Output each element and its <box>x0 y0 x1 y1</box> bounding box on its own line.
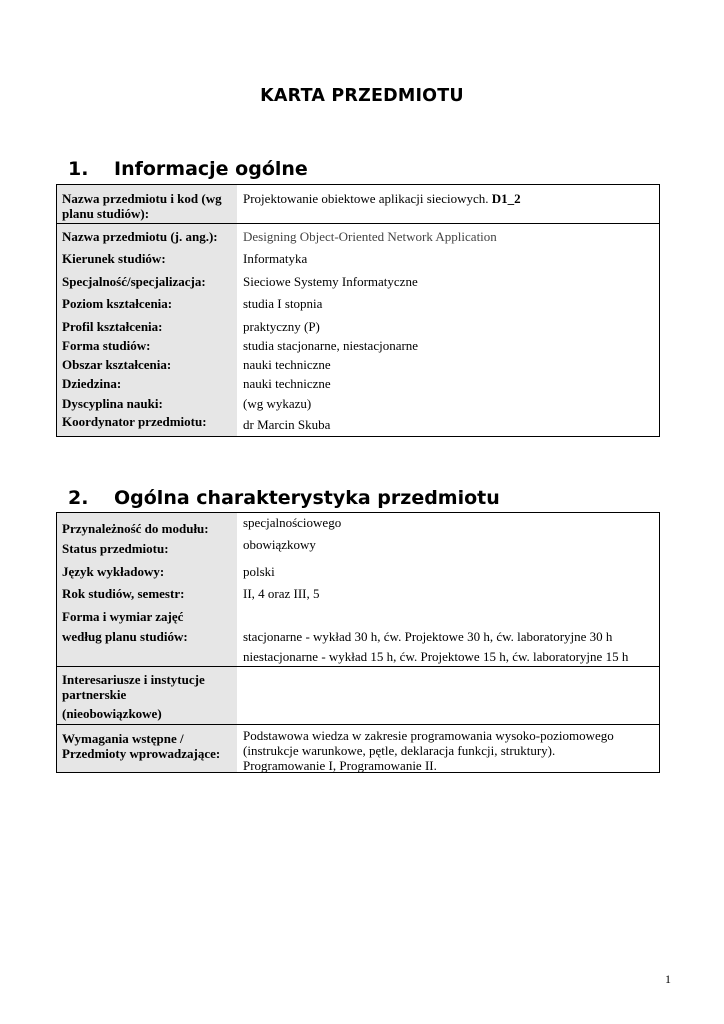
row-value: Sieciowe Systemy Informatyczne <box>243 274 418 289</box>
label-line: partnerskie <box>62 687 127 702</box>
row-value: obowiązkowy <box>243 537 316 552</box>
row-value: II, 4 oraz III, 5 <box>243 586 320 601</box>
row-label: Rok studiów, semestr: <box>62 586 185 601</box>
row-label <box>62 731 234 761</box>
general-info-table <box>56 184 660 437</box>
row-label: Poziom kształcenia: <box>62 296 173 311</box>
section-2-heading <box>68 487 500 509</box>
row-label <box>62 672 234 721</box>
row-label: Obszar kształcenia: <box>62 357 172 372</box>
row-value: studia I stopnia <box>243 296 323 311</box>
row-value: nauki techniczne <box>243 376 331 391</box>
row-label: Przynależność do modułu: <box>62 521 209 536</box>
row-label: Forma studiów: <box>62 338 151 353</box>
value-line: Podstawowa wiedza w zakresie programowania wysoko-poziomowego <box>243 728 614 743</box>
value-line: Programowanie I, Programowanie II. <box>243 758 437 773</box>
label-line: Interesariusze i instytucje <box>62 672 205 687</box>
row-value: specjalnościowego <box>243 515 342 530</box>
row-value <box>243 191 655 206</box>
document-title: KARTA PRZEDMIOTU <box>260 86 464 106</box>
row-label: Dziedzina: <box>62 376 122 391</box>
row-value <box>243 728 655 773</box>
row-label: Język wykładowy: <box>62 564 165 579</box>
row-label: Status przedmiotu: <box>62 541 169 556</box>
row-label: Koordynator przedmiotu: <box>62 414 207 429</box>
row-value <box>243 629 655 664</box>
row-label: Dyscyplina nauki: <box>62 396 163 411</box>
characteristics-table <box>56 512 660 773</box>
row-value: studia stacjonarne, niestacjonarne <box>243 338 419 353</box>
section-1-title: Informacje ogólne <box>114 158 308 180</box>
course-name: Projektowanie obiektowe aplikacji sieciowych. <box>243 191 489 206</box>
label-line: Forma i wymiar zajęć <box>62 609 184 624</box>
label-line: (nieobowiązkowe) <box>62 706 162 721</box>
row-label: Specjalność/specjalizacja: <box>62 274 206 289</box>
section-1-number: 1. <box>68 158 89 180</box>
row-label: Nazwa przedmiotu i kod (wg planu studiów): <box>62 191 222 221</box>
label-line: Przedmioty wprowadzające: <box>62 746 221 761</box>
row-value: praktyczny (P) <box>243 319 320 334</box>
row-value: nauki techniczne <box>243 357 331 372</box>
course-code: D1_2 <box>491 191 521 206</box>
row-value: dr Marcin Skuba <box>243 417 331 432</box>
row-label: Profil kształcenia: <box>62 319 163 334</box>
section-2-number: 2. <box>68 487 89 509</box>
row-value: (wg wykazu) <box>243 396 312 411</box>
row-value: Designing Object-Oriented Network Application <box>243 229 497 244</box>
row-label: Kierunek studiów: <box>62 251 166 266</box>
row-label <box>62 609 234 644</box>
row-value: Informatyka <box>243 251 308 266</box>
value-line: (instrukcje warunkowe, pętle, deklaracja funkcji, struktury). <box>243 743 556 758</box>
page-number: 1 <box>665 972 671 986</box>
row-value: polski <box>243 564 275 579</box>
label-line: według planu studiów: <box>62 629 188 644</box>
label-line: Wymagania wstępne / <box>62 731 184 746</box>
value-line: niestacjonarne - wykład 15 h, ćw. Projektowe 15 h, ćw. laboratoryjne 15 h <box>243 649 629 664</box>
section-2-title: Ogólna charakterystyka przedmiotu <box>114 487 500 509</box>
row-label: Nazwa przedmiotu (j. ang.): <box>62 229 218 244</box>
value-line: stacjonarne - wykład 30 h, ćw. Projektowe 30 h, ćw. laboratoryjne 30 h <box>243 629 613 644</box>
section-1-heading <box>68 158 308 180</box>
